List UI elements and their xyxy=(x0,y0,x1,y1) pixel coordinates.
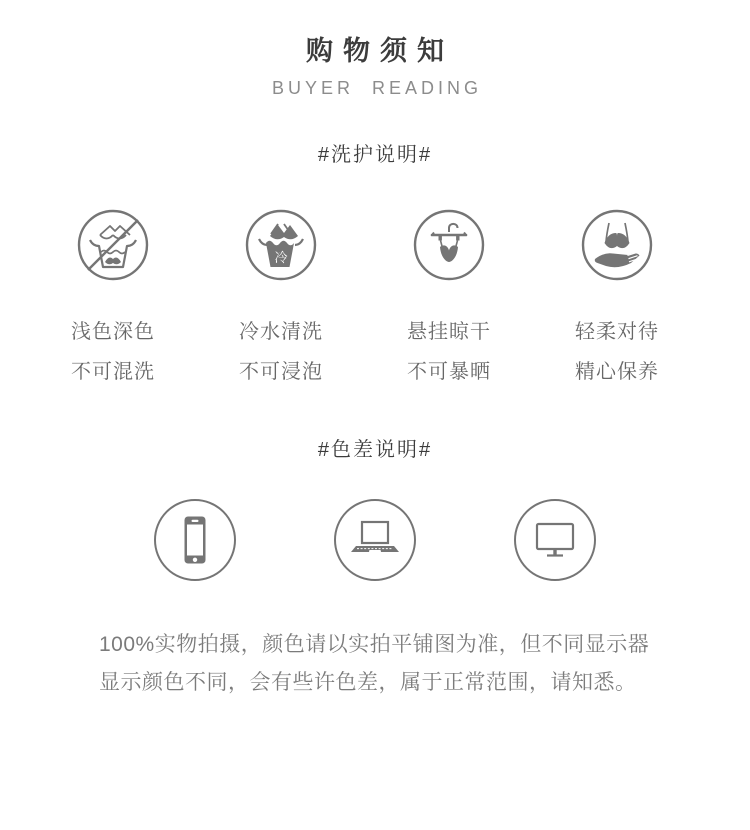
care-label xyxy=(239,312,323,392)
care-item-hang-dry xyxy=(365,209,533,392)
buyer-reading-page xyxy=(0,36,750,830)
note-line1: 100%实物拍摄，颜色请以实拍平铺图为准，但不同显示器 xyxy=(99,633,650,656)
care-label-line2: 不可暴晒 xyxy=(407,361,491,383)
hang-dry-icon xyxy=(413,209,485,281)
page-title: 购物须知 xyxy=(306,36,454,66)
no-mix-wash-icon xyxy=(77,209,149,281)
care-label-line1: 悬挂晾干 xyxy=(407,321,491,343)
wash-section-heading: #洗护说明# xyxy=(317,144,433,166)
gentle-care-icon xyxy=(581,209,653,281)
laptop-icon xyxy=(333,498,417,582)
care-item-cold-wash xyxy=(197,209,365,392)
device-item-monitor xyxy=(465,498,645,582)
device-row xyxy=(105,498,645,582)
care-label-line2: 不可浸泡 xyxy=(239,361,323,383)
care-label xyxy=(575,312,659,392)
monitor-icon xyxy=(513,498,597,582)
device-item-phone xyxy=(105,498,285,582)
care-label xyxy=(407,312,491,392)
cold-wash-icon xyxy=(245,209,317,281)
device-item-laptop xyxy=(285,498,465,582)
care-label-line1: 冷水清洗 xyxy=(239,321,323,343)
color-difference-note xyxy=(99,626,651,702)
wash-care-row xyxy=(29,209,701,392)
care-label-line1: 轻柔对待 xyxy=(575,321,659,343)
cold-glyph: 冷 xyxy=(274,251,288,266)
care-item-no-mix xyxy=(29,209,197,392)
care-label-line2: 不可混洗 xyxy=(71,361,155,383)
color-section-heading: #色差说明# xyxy=(317,439,433,461)
smartphone-icon xyxy=(153,498,237,582)
care-label-line2: 精心保养 xyxy=(575,361,659,383)
page-subtitle: BUYER READING xyxy=(271,78,483,98)
care-label-line1: 浅色深色 xyxy=(71,321,155,343)
care-item-gentle-care xyxy=(533,209,701,392)
care-label xyxy=(71,312,155,392)
note-line2: 显示颜色不同，会有些许色差，属于正常范围，请知悉。 xyxy=(99,671,637,694)
